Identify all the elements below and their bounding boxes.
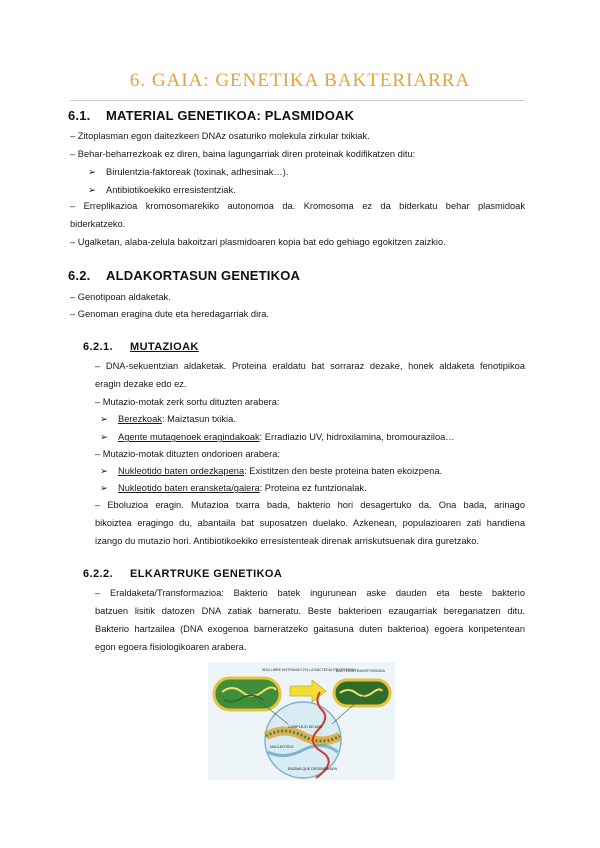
section-number: 6.2. (68, 268, 91, 283)
paragraph: batzuen lisitik datozen DNA zatiak barneratu. Beste bakterioen ezaugarriak bereganatzen ditu. (95, 606, 525, 616)
figure-label: ENZIMA QUE DEGRADA ADN (288, 767, 338, 771)
list-item (88, 166, 288, 178)
arrow-bullet-icon: ➢ (100, 466, 108, 476)
paragraph: – Zitoplasman egon daitezkeen DNAz osaturiko molekula zirkular txikiak. (70, 131, 370, 141)
paragraph: – Eboluzioa eragin. Mutazioa txarra bada, bakterio hori desagertuko da. Ona bada, arinago (95, 500, 525, 510)
section-number: 6.1. (68, 108, 91, 123)
subsection-number: 6.2.1. (83, 341, 113, 353)
list-item-text: : Maiztasun txikia. (161, 414, 236, 424)
list-item-text: : Erradiazio UV, hidroxilamina, bromouraziloa… (259, 432, 455, 442)
chapter-title: 6. GAIA: GENETIKA BAKTERIARRA (129, 70, 471, 91)
subsection-title: ELKARTRUKE GENETIKOA (130, 568, 283, 580)
list-item-term: Berezkoak (118, 414, 162, 424)
list-item (100, 465, 442, 477)
paragraph: – Ugalketan, alaba-zelula bakoitzari plasmidoaren kopia bat edo gehiago egokitzen zaizkio. (70, 237, 446, 247)
paragraph: biderkatzeko. (70, 219, 126, 229)
section-title: MATERIAL GENETIKOA: PLASMIDOAK (106, 108, 355, 123)
paragraph: Bakterio hartzailea (DNA exogenoa barneratzeko gaitasuna duten bakterioa) egoera konpetentean (95, 624, 525, 634)
transformed-bacterium (334, 680, 390, 706)
title-divider (70, 100, 525, 101)
paragraph: – Mutazio-motak zerk sortu dituzten arabera: (95, 397, 280, 407)
list-item (100, 482, 367, 494)
paragraph: – Eraldaketa/Transformazioa: Bakterio batek ingurunean aske dauden eta beste bakterio (95, 588, 525, 598)
paragraph: – Genotipoan aldaketak. (70, 292, 171, 302)
list-item-text: : Proteina ez funtzionalak. (259, 483, 367, 493)
paragraph: egon egoera fisiologikoaren arabera. (95, 642, 247, 652)
figure-label: COMPLEJO DE ADN (288, 725, 323, 729)
figure-label: ADN LIBRE ENTRANDO EN LA BACTERIA RECEPTORA (262, 668, 356, 672)
list-item (88, 184, 236, 196)
figure-label: NUCLEOTIDO (270, 745, 294, 749)
list-item-term: Nukleotido baten eransketa/galera (118, 483, 260, 493)
paragraph: – Erreplikazioa kromosomarekiko autonomoa da. Kromosoma ez da biderkatu behar plasmidoak (70, 201, 525, 211)
paragraph: – DNA-sekuentzian aldaketak. Proteina eraldatu bat sorraraz dezake, honek aldaketa fenotipikoa (95, 361, 525, 371)
list-item (100, 431, 455, 443)
list-item-text: Birulentzia-faktoreak (toxinak, adhesinak…). (106, 167, 289, 177)
arrow-bullet-icon: ➢ (88, 185, 96, 195)
subsection-title: MUTAZIOAK (130, 341, 199, 353)
paragraph: bikoiztea eragingo du, abantaila bat suposatzen duelako. Azkenean, populazioaren zati handiena (95, 518, 525, 528)
section-title: ALDAKORTASUN GENETIKOA (106, 268, 301, 283)
arrow-bullet-icon: ➢ (88, 167, 96, 177)
arrow-bullet-icon: ➢ (100, 414, 108, 424)
paragraph: – Genoman eragina dute eta heredagarriak dira. (70, 309, 269, 319)
section-6-1-heading (68, 108, 354, 123)
list-item-term: Nukleotido baten ordezkapena (118, 466, 245, 476)
section-6-2-heading (68, 268, 300, 283)
arrow-bullet-icon: ➢ (100, 432, 108, 442)
list-item-text: : Existitzen den beste proteina baten ekoizpena. (244, 466, 443, 476)
transformation-illustration (208, 662, 395, 780)
list-item-term: Agente mutagenoek eragindakoak (118, 432, 260, 442)
list-item (100, 413, 236, 425)
subsection-6-2-1-heading (83, 341, 199, 353)
paragraph: eragin dezake edo ez. (95, 379, 187, 389)
subsection-6-2-2-heading (83, 568, 282, 580)
subsection-number: 6.2.2. (83, 568, 113, 580)
arrow-bullet-icon: ➢ (100, 483, 108, 493)
recipient-bacterium (214, 678, 280, 710)
paragraph: izango du mutazio hori. Antibiotikoekiko erresistenteak direnak arriskutsuenak dira guretzako. (95, 536, 479, 546)
list-item-text: Antibiotikoekiko erresistentziak. (106, 185, 236, 195)
paragraph: – Mutazio-motak dituzten ondorioen arabera: (95, 449, 281, 459)
figure-label: BACTERIA TRANSFORMADA (336, 669, 385, 673)
paragraph: – Behar-beharrezkoak ez diren, baina lagungarriak diren proteinak kodifikatzen ditu: (70, 149, 416, 159)
